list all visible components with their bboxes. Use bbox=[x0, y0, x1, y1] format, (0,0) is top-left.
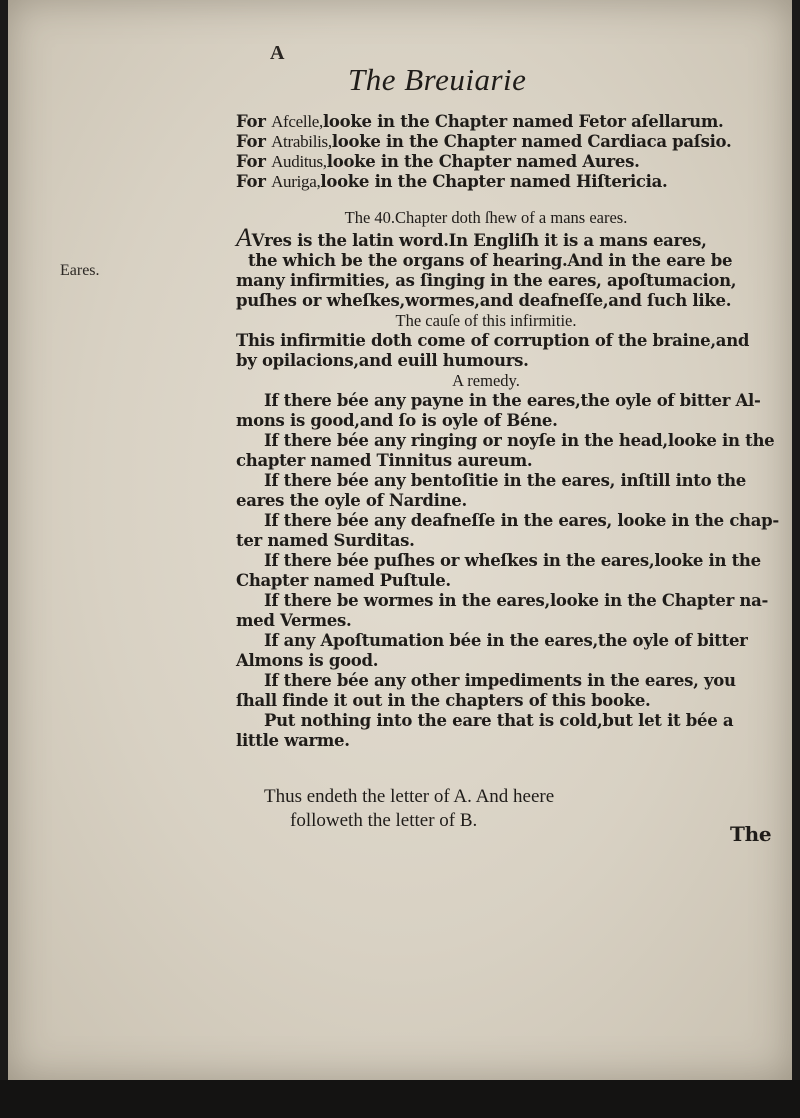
remedy-line: little warme. bbox=[236, 731, 350, 750]
remedy-line: If there bée any payne in the eares,the oyle of bitter Al- bbox=[264, 391, 761, 410]
paragraph-line: the which be the organs of hearing.And in the eare be bbox=[248, 251, 733, 270]
margin-note: Eares. bbox=[60, 262, 100, 279]
paragraph-line: by opilacions,and euill humours. bbox=[236, 351, 529, 370]
main-text bbox=[236, 112, 779, 833]
remedy-heading: A remedy. bbox=[452, 371, 520, 390]
cause-heading: The cauſe of this infirmitie. bbox=[395, 311, 577, 330]
cross-reference-line: For Auriga,looke in the Chapter named Hiſtericia. bbox=[236, 172, 668, 191]
cross-reference-line: For Atrabilis,looke in the Chapter named Cardiaca paſsio. bbox=[236, 132, 732, 151]
remedy-line: If there bée puſhes or wheſkes in the eares,looke in the bbox=[264, 551, 761, 570]
drop-capital: A bbox=[236, 223, 252, 252]
cross-reference-line: For Auditus,looke in the Chapter named Aures. bbox=[236, 152, 640, 171]
book-page bbox=[8, 0, 792, 1080]
running-title: The Breuiarie bbox=[348, 62, 527, 97]
remedy-line: med Vermes. bbox=[236, 611, 352, 630]
paragraph-line: many infirmities, as ſinging in the eares, apoſtumacion, bbox=[236, 271, 737, 290]
remedy-line: ter named Surditas. bbox=[236, 531, 415, 550]
remedy-line: If there bée any bentoſitie in the eares, inſtill into the bbox=[264, 471, 746, 490]
paragraph-line: This infirmitie doth come of corruption of the braine,and bbox=[236, 331, 750, 350]
remedy-line: ſhall finde it out in the chapters of this booke. bbox=[236, 691, 651, 710]
signature-mark: A bbox=[270, 42, 285, 64]
cross-reference-list bbox=[236, 112, 776, 192]
remedy-line: Almons is good. bbox=[236, 651, 379, 670]
remedy-line: If there bée any ringing or noyſe in the head,looke in the bbox=[264, 431, 775, 450]
paragraph-line: AVres is the latin word.In Engliſh it is a mans eares, bbox=[236, 223, 707, 252]
remedy-line: If there bée any other impediments in the eares, you bbox=[264, 671, 736, 690]
chapter-paragraph bbox=[236, 223, 776, 311]
catchword: The bbox=[730, 822, 772, 846]
remedy-line: Chapter named Puſtule. bbox=[236, 571, 451, 590]
chapter-heading: The 40.Chapter doth ſhew of a mans eares. bbox=[344, 208, 628, 227]
remedy-line: mons is good,and ſo is oyle of Béne. bbox=[236, 411, 558, 430]
remedy-line: Put nothing into the eare that is cold,but let it bée a bbox=[264, 711, 734, 730]
closing-note bbox=[236, 785, 776, 833]
closing-line: Thus endeth the letter of A. And heere bbox=[264, 786, 555, 807]
remedy-line: If any Apoſtumation bée in the eares,the oyle of bitter bbox=[264, 631, 748, 650]
remedy-line: If there be wormes in the eares,looke in the Chapter na- bbox=[264, 591, 769, 610]
closing-line: followeth the letter of B. bbox=[290, 810, 478, 831]
remedy-line: chapter named Tinnitus aureum. bbox=[236, 451, 533, 470]
paragraph-line: puſhes or wheſkes,wormes,and deafneſſe,and ſuch like. bbox=[236, 291, 732, 310]
remedy-list bbox=[236, 391, 779, 751]
remedy-line: If there bée any deafneſſe in the eares, looke in the chap- bbox=[264, 511, 779, 530]
scan-border bbox=[0, 1080, 800, 1118]
cross-reference-line: For Afcelle,looke in the Chapter named Fetor aſellarum. bbox=[236, 112, 724, 131]
remedy-line: eares the oyle of Nardine. bbox=[236, 491, 467, 510]
